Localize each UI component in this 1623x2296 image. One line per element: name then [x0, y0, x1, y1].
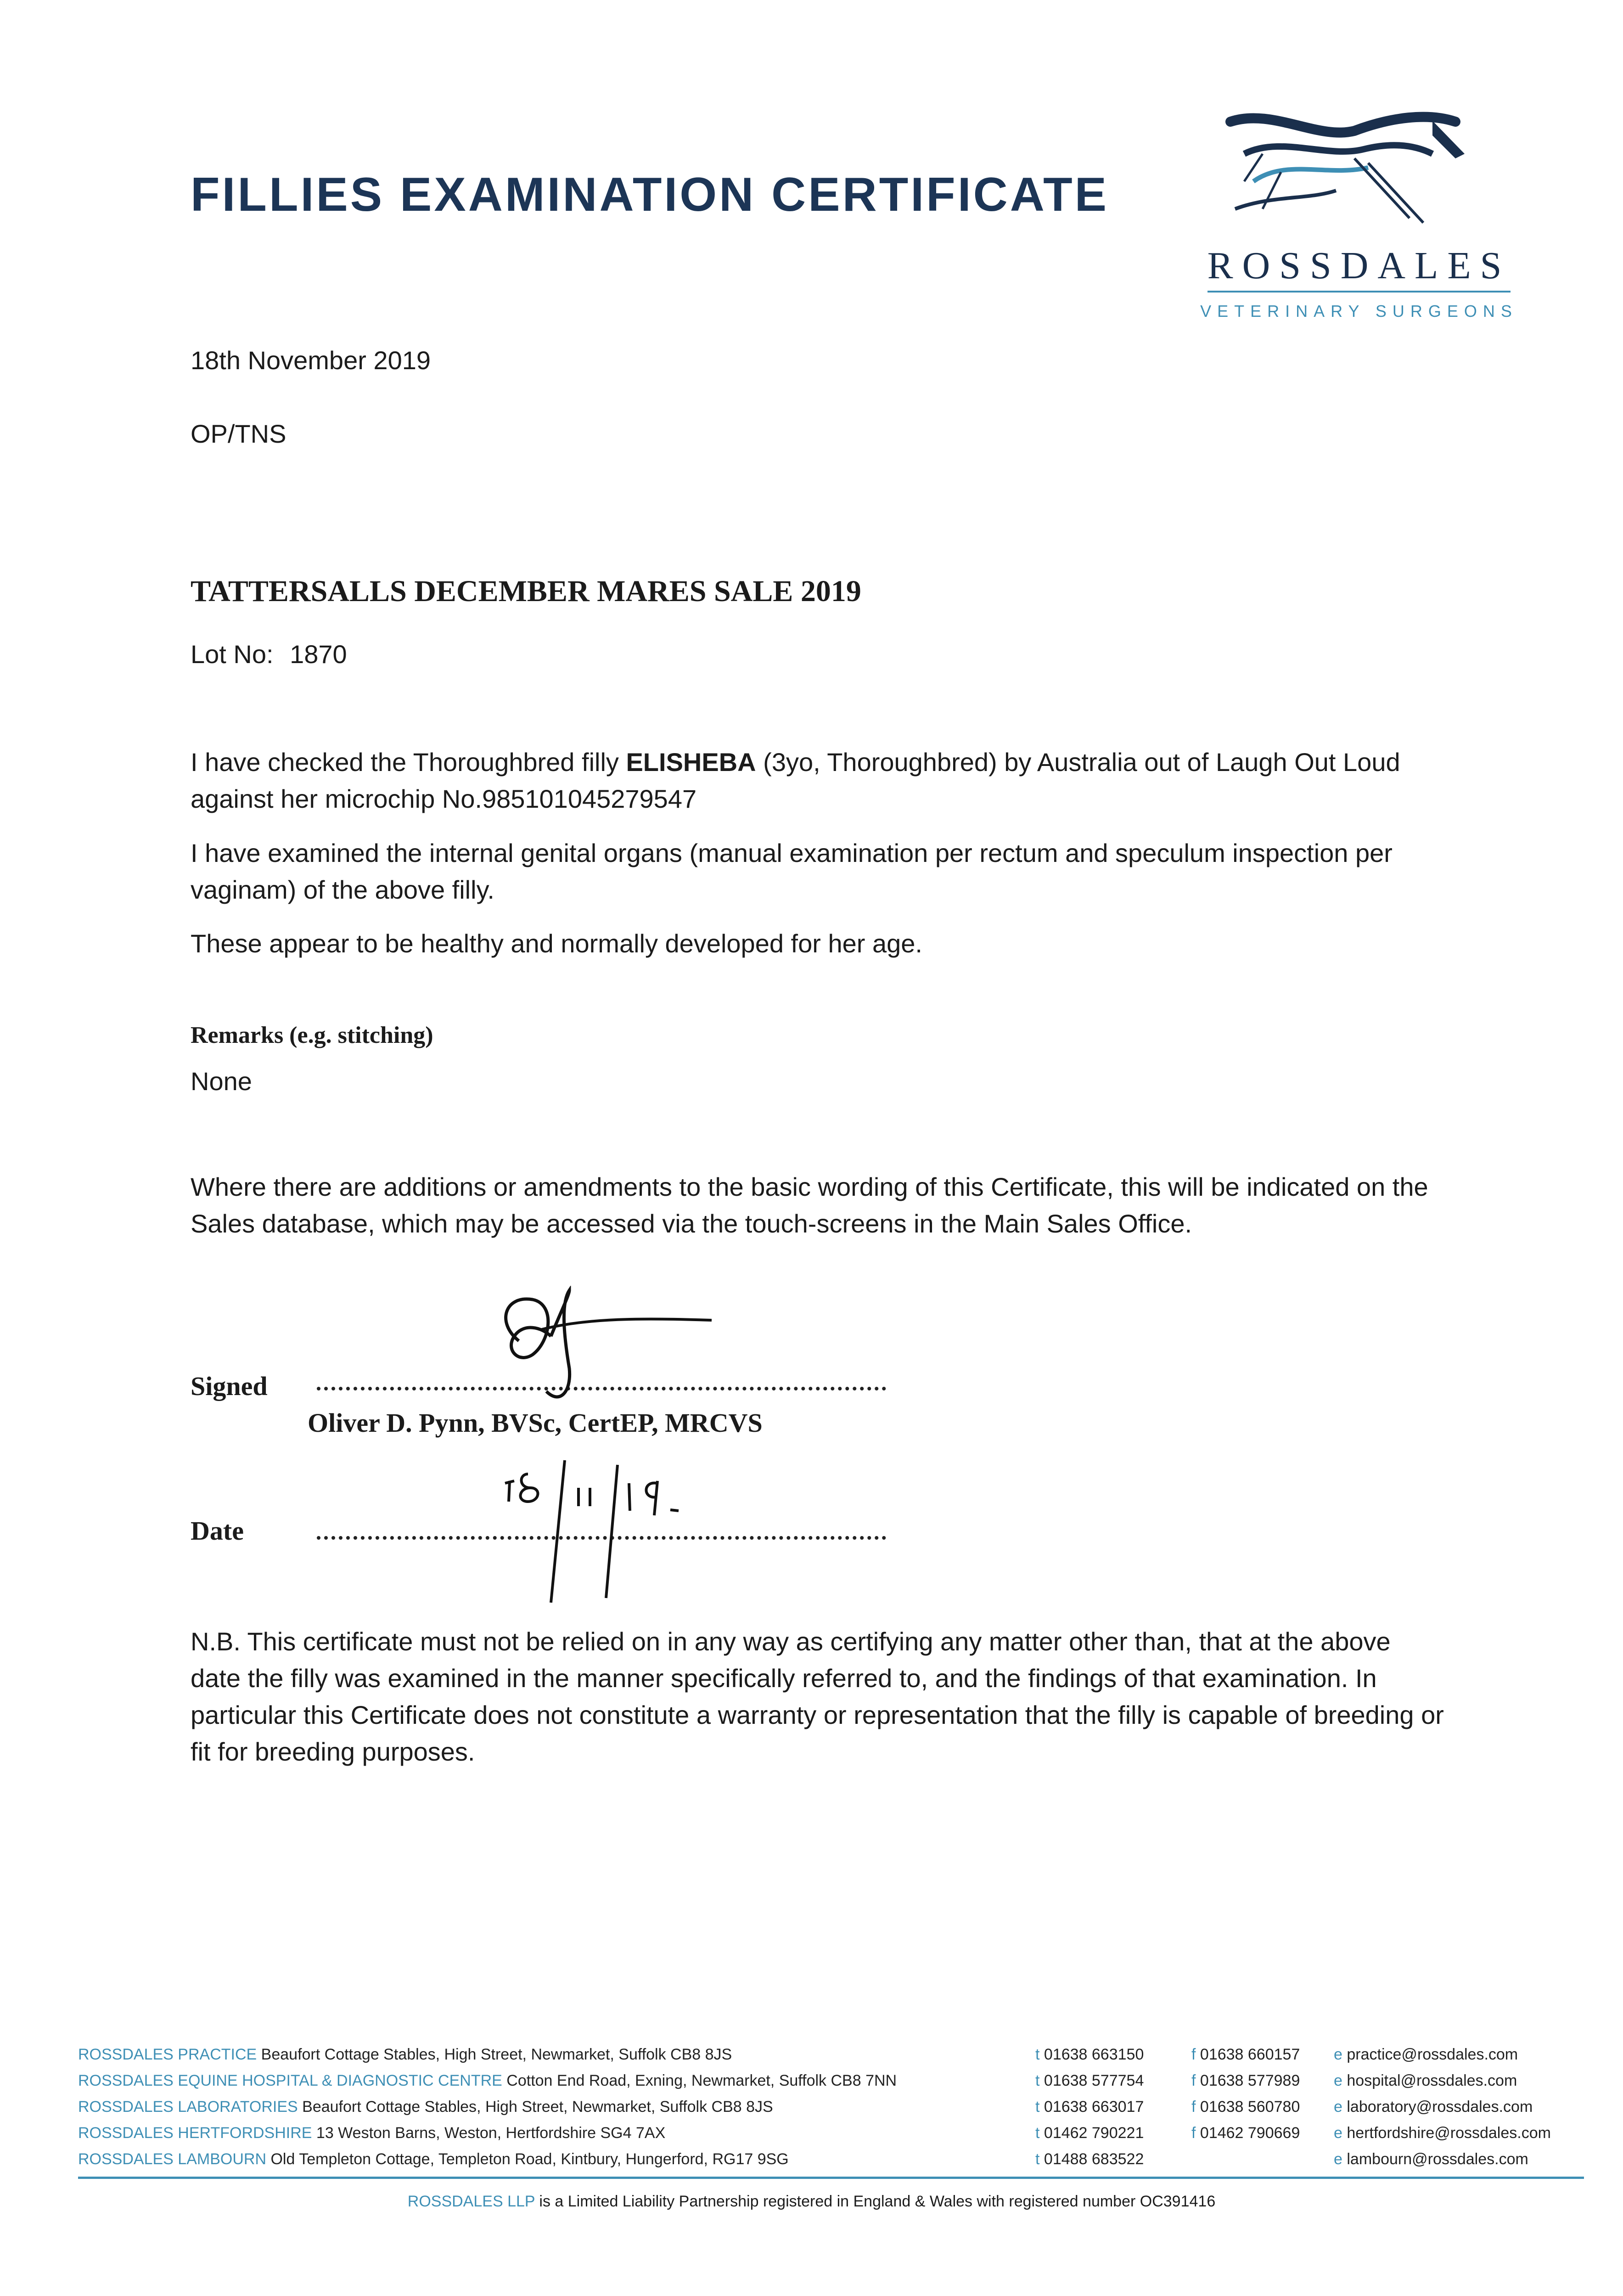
email-prefix: e: [1334, 2098, 1342, 2116]
office-address: 13 Weston Barns, Weston, Hertfordshire SG4 7AX: [316, 2124, 666, 2142]
paragraph-identity-rest: (3yo, Thoroughbred) by Australia out of Laugh Out Loud against her microchip No.985101045279547: [191, 748, 1400, 813]
nb-disclaimer: N.B. This certificate must not be relied on in any way as certifying any matter other than, that at the above date the filly was examined in the manner specifically referred to, and the findings of that examination. In particular this Certificate does not constitute a warranty or representation that the filly is capable of breeding or fit for breeding purposes.: [191, 1627, 1444, 1766]
remarks-label: Remarks (e.g. stitching): [191, 1022, 433, 1048]
office-email[interactable]: [1334, 2072, 1517, 2090]
email-link[interactable]: hospital@rossdales.com: [1347, 2072, 1517, 2089]
office-phone: [1035, 2150, 1144, 2168]
fax-prefix: f: [1191, 2098, 1196, 2116]
email-prefix: e: [1334, 2046, 1342, 2063]
handwritten-date: [496, 1456, 753, 1607]
office-name: ROSSDALES LAMBOURN: [78, 2150, 266, 2168]
fax-prefix: f: [1191, 2124, 1196, 2142]
handwritten-signature: [477, 1286, 735, 1424]
email-prefix: e: [1334, 2072, 1342, 2089]
horse-name: ELISHEBA: [626, 748, 756, 777]
phone-prefix: t: [1035, 2150, 1040, 2168]
office-phone: [1035, 2098, 1144, 2116]
office-address: Old Templeton Cottage, Templeton Road, Kintbury, Hungerford, RG17 9SG: [270, 2150, 789, 2168]
office-fax: [1191, 2098, 1300, 2116]
fax-number: 01638 577989: [1200, 2072, 1300, 2089]
email-link[interactable]: laboratory@rossdales.com: [1347, 2098, 1533, 2116]
office-address: Beaufort Cottage Stables, High Street, Newmarket, Suffolk CB8 8JS: [302, 2098, 773, 2116]
fax-number: 01462 790669: [1200, 2124, 1300, 2142]
phone-prefix: t: [1035, 2046, 1040, 2063]
email-link[interactable]: hertfordshire@rossdales.com: [1347, 2124, 1551, 2142]
certificate-date: 18th November 2019: [191, 346, 431, 375]
fax-prefix: f: [1191, 2046, 1196, 2063]
horse-logo-icon: [1217, 103, 1474, 241]
phone-number: 01638 577754: [1044, 2072, 1144, 2089]
office-name: ROSSDALES LABORATORIES: [78, 2098, 298, 2116]
paragraph-identity-intro: I have checked the Thoroughbred filly: [191, 748, 626, 777]
footer-office-hospital: [78, 2072, 897, 2090]
office-name: ROSSDALES PRACTICE: [78, 2046, 257, 2063]
footer-office-hertfordshire: [78, 2124, 665, 2142]
rossdales-logo: [1198, 103, 1520, 333]
fax-prefix: f: [1191, 2072, 1196, 2089]
office-phone: [1035, 2046, 1144, 2064]
lot-number: 1870: [290, 640, 347, 669]
signed-label: Signed: [191, 1371, 268, 1401]
date-label: Date: [191, 1516, 244, 1546]
email-link[interactable]: practice@rossdales.com: [1347, 2046, 1518, 2063]
office-name: ROSSDALES HERTFORDSHIRE: [78, 2124, 312, 2142]
logo-wordmark: ROSSDALES: [1207, 244, 1511, 287]
paragraph-examination: I have examined the internal genital organs (manual examination per rectum and speculum inspection per vaginam) of the above filly.: [191, 838, 1393, 904]
office-name: ROSSDALES EQUINE HOSPITAL & DIAGNOSTIC CENTRE: [78, 2072, 502, 2089]
signatory-name: Oliver D. Pynn, BVSc, CertEP, MRCVS: [308, 1408, 763, 1438]
remarks-value: None: [191, 1067, 252, 1096]
office-address: Beaufort Cottage Stables, High Street, Newmarket, Suffolk CB8 8JS: [261, 2046, 732, 2063]
paragraph-identity: [191, 744, 1412, 817]
office-email[interactable]: [1334, 2124, 1551, 2142]
llp-registration: is a Limited Liability Partnership registered in England & Wales with registered number OC391416: [534, 2193, 1216, 2210]
footer-office-laboratories: [78, 2098, 773, 2116]
phone-prefix: t: [1035, 2098, 1040, 2116]
office-email[interactable]: [1334, 2150, 1528, 2168]
email-link[interactable]: lambourn@rossdales.com: [1347, 2150, 1528, 2168]
office-fax: [1191, 2072, 1300, 2090]
llp-notice: [0, 2193, 1623, 2211]
lot-line: [191, 636, 347, 673]
office-fax: [1191, 2124, 1300, 2142]
logo-divider: [1207, 291, 1511, 293]
phone-number: 01488 683522: [1044, 2150, 1144, 2168]
office-address: Cotton End Road, Exning, Newmarket, Suffolk CB8 7NN: [506, 2072, 897, 2089]
paragraph-findings: These appear to be healthy and normally developed for her age.: [191, 929, 922, 958]
phone-number: 01462 790221: [1044, 2124, 1144, 2142]
phone-number: 01638 663150: [1044, 2046, 1144, 2063]
fax-number: 01638 660157: [1200, 2046, 1300, 2063]
phone-prefix: t: [1035, 2072, 1040, 2089]
office-email[interactable]: [1334, 2046, 1518, 2064]
phone-number: 01638 663017: [1044, 2098, 1144, 2116]
footer-office-lambourn: [78, 2150, 789, 2168]
amendments-paragraph: Where there are additions or amendments to the basic wording of this Certificate, this will be indicated on the Sales database, which may be accessed via the touch-screens in the Main Sales Office.: [191, 1172, 1428, 1238]
certificate-title: FILLIES EXAMINATION CERTIFICATE: [191, 168, 1109, 221]
office-fax: [1191, 2046, 1300, 2064]
lot-label: Lot No:: [191, 640, 274, 669]
email-prefix: e: [1334, 2150, 1342, 2168]
footer-office-practice: [78, 2046, 732, 2064]
sale-heading: TATTERSALLS DECEMBER MARES SALE 2019: [191, 574, 861, 608]
footer-divider: [78, 2177, 1584, 2179]
email-prefix: e: [1334, 2124, 1342, 2142]
reference-code: OP/TNS: [191, 419, 286, 448]
office-phone: [1035, 2072, 1144, 2090]
office-phone: [1035, 2124, 1144, 2142]
phone-prefix: t: [1035, 2124, 1040, 2142]
llp-name: ROSSDALES LLP: [407, 2193, 535, 2210]
fax-number: 01638 560780: [1200, 2098, 1300, 2116]
logo-subtitle: VETERINARY SURGEONS: [1200, 302, 1518, 321]
office-email[interactable]: [1334, 2098, 1533, 2116]
